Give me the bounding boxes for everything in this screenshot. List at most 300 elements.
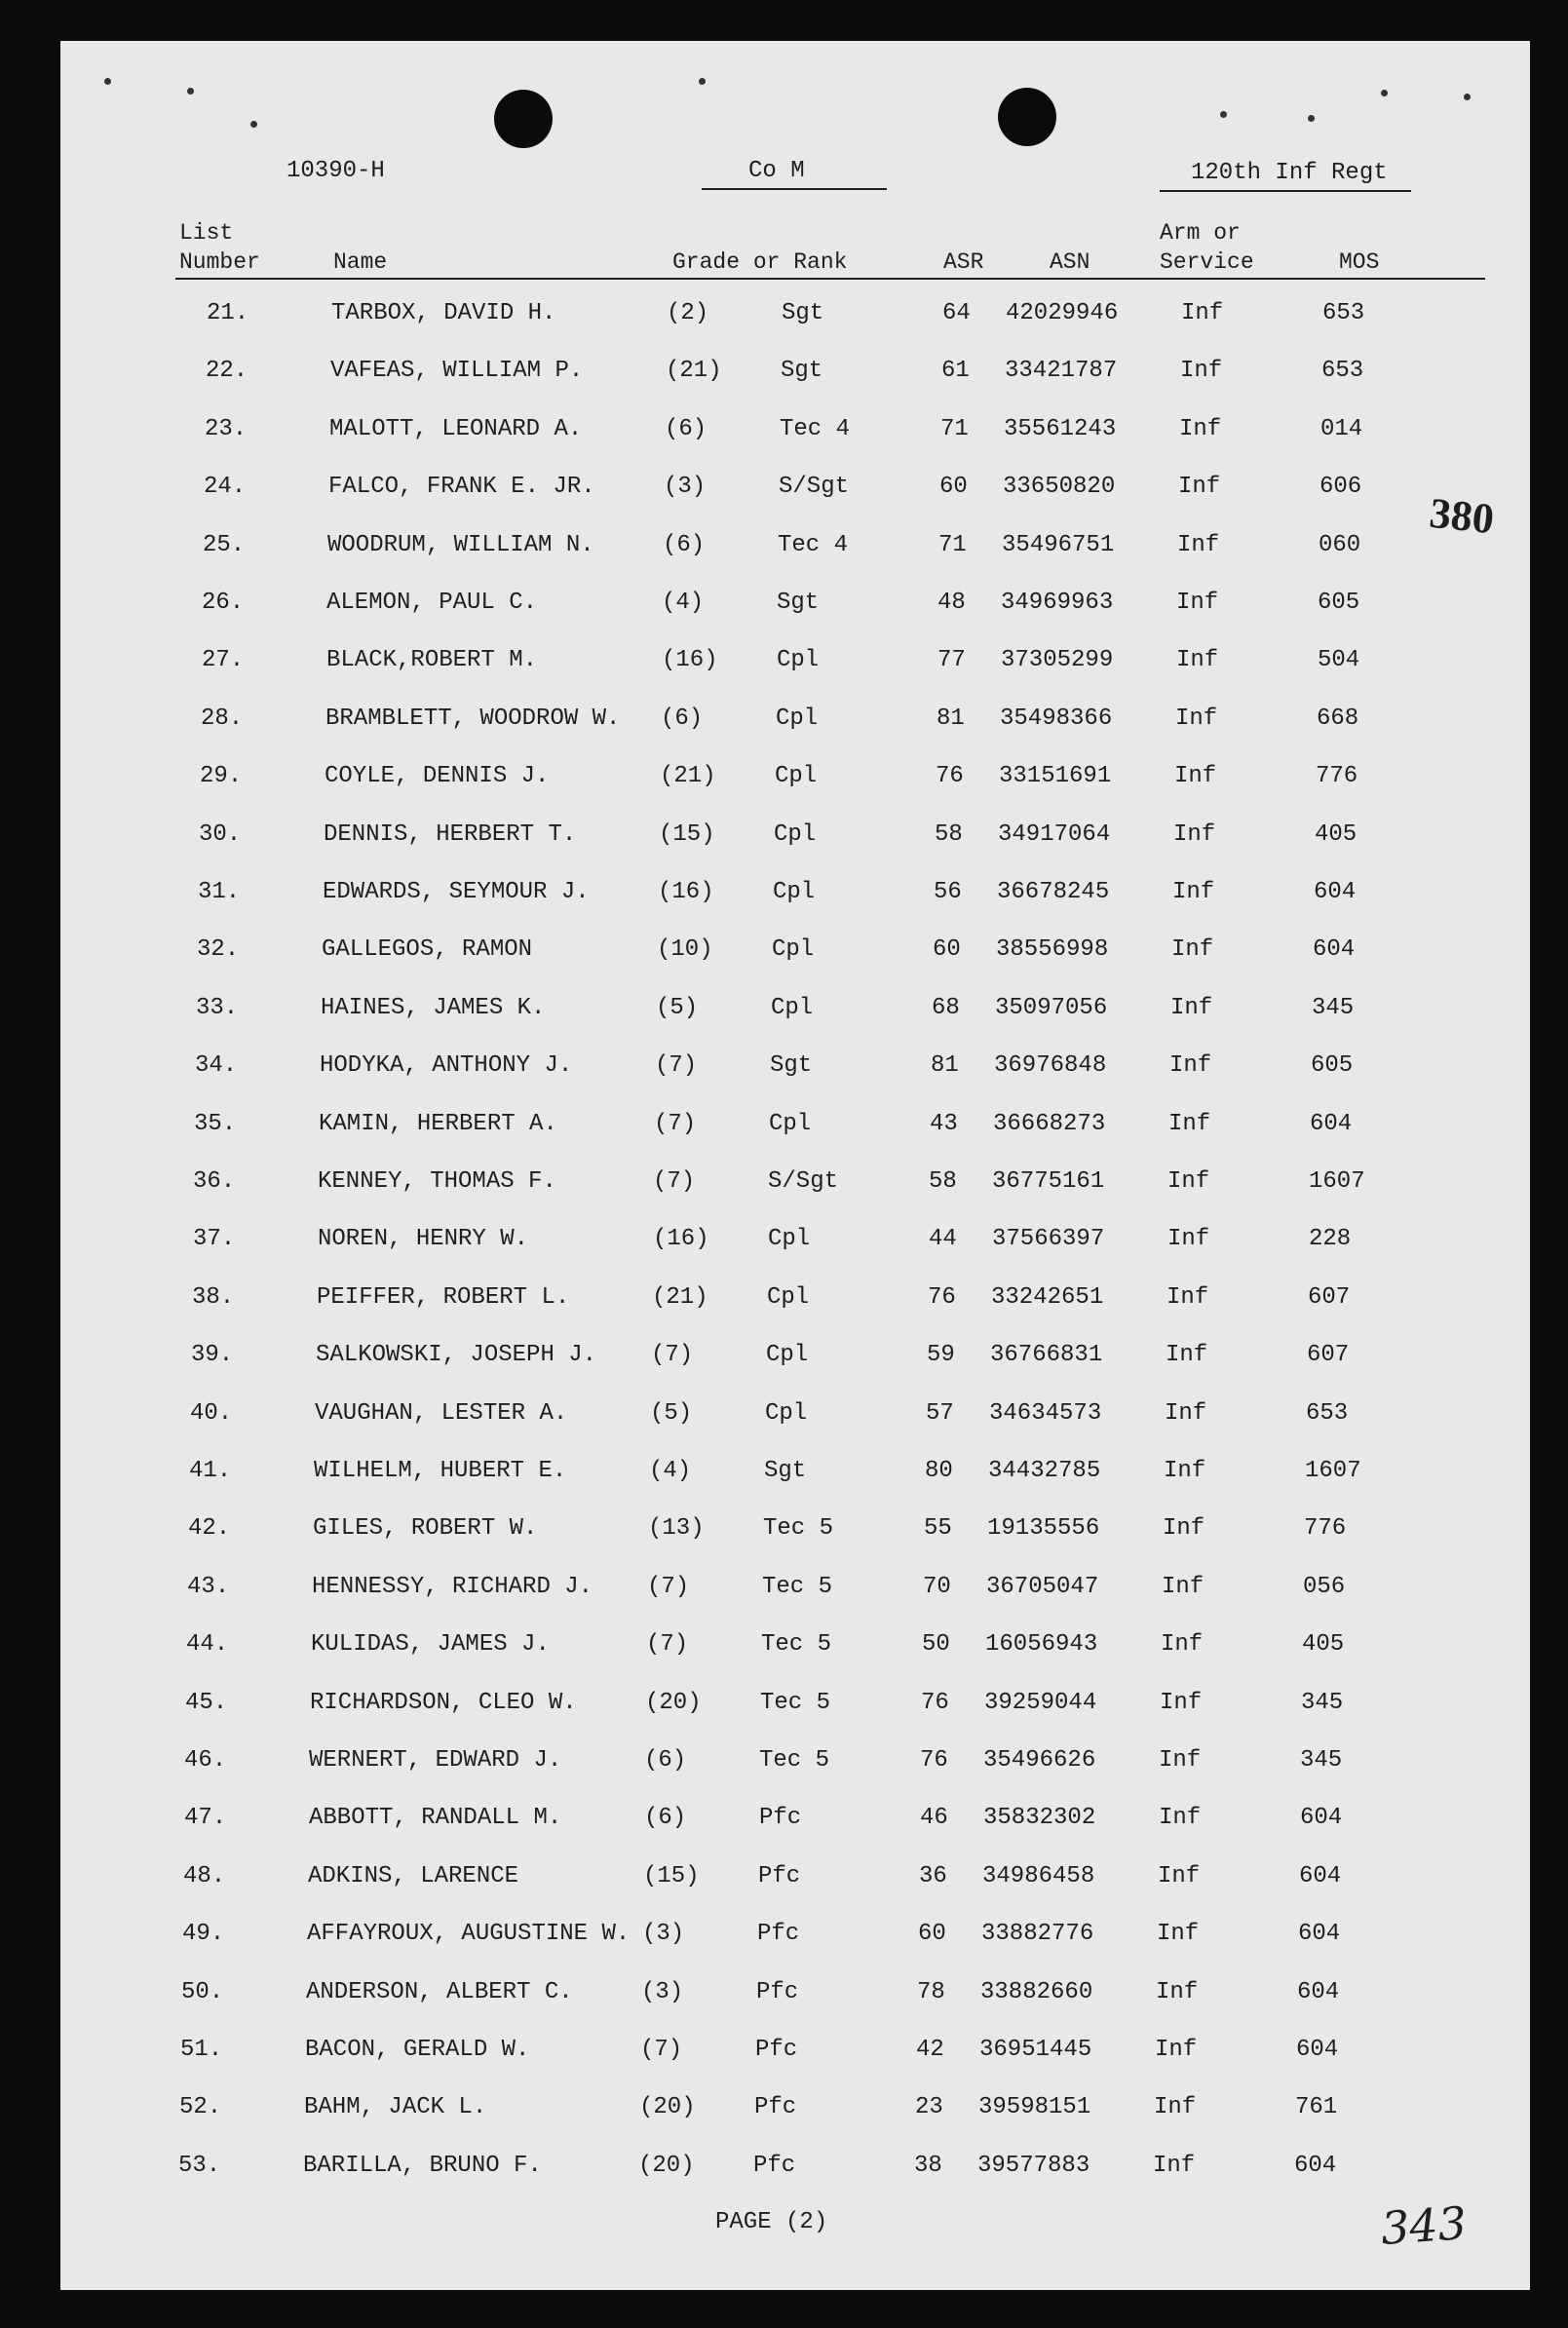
cell-arm-or-service: Inf bbox=[1171, 936, 1214, 964]
cell-asr: 58 bbox=[929, 1168, 957, 1195]
cell-list-number: 21. bbox=[207, 300, 249, 326]
cell-list-number: 35. bbox=[194, 1110, 237, 1137]
cell-name: BRAMBLETT, WOODROW W. bbox=[325, 705, 621, 732]
cell-rank: Pfc bbox=[758, 1862, 801, 1889]
cell-rank: Cpl bbox=[777, 647, 820, 674]
cell-mos: 014 bbox=[1320, 415, 1363, 442]
table-row bbox=[60, 706, 1530, 744]
cell-grade: (6) bbox=[644, 1805, 687, 1832]
speck bbox=[250, 121, 257, 128]
cell-name: GILES, ROBERT W. bbox=[313, 1515, 538, 1543]
cell-mos: 056 bbox=[1303, 1573, 1346, 1600]
cell-grade: (21) bbox=[652, 1283, 708, 1311]
cell-mos: 604 bbox=[1298, 1921, 1341, 1948]
cell-list-number: 41. bbox=[189, 1458, 232, 1484]
cell-asn: 35498366 bbox=[1000, 705, 1113, 732]
cell-arm-or-service: Inf bbox=[1181, 300, 1224, 326]
column-header-asr: ASR bbox=[943, 249, 984, 275]
cell-asr: 55 bbox=[924, 1515, 952, 1543]
cell-grade: (3) bbox=[641, 1978, 684, 2005]
cell-mos: 345 bbox=[1301, 1689, 1344, 1716]
column-header-number: Number bbox=[179, 249, 260, 275]
cell-grade: (2) bbox=[667, 300, 709, 326]
cell-rank: S/Sgt bbox=[779, 474, 850, 501]
cell-grade: (10) bbox=[657, 936, 713, 964]
cell-grade: (4) bbox=[649, 1458, 692, 1484]
cell-arm-or-service: Inf bbox=[1160, 1689, 1203, 1716]
cell-grade: (6) bbox=[665, 415, 708, 442]
cell-mos: 345 bbox=[1312, 994, 1355, 1021]
cell-arm-or-service: Inf bbox=[1157, 1921, 1200, 1948]
cell-rank: Cpl bbox=[773, 879, 816, 905]
cell-grade: (3) bbox=[642, 1921, 685, 1948]
cell-rank: Tec 5 bbox=[760, 1689, 831, 1716]
regiment-label: 120th Inf Regt bbox=[1191, 160, 1388, 186]
cell-name: HODYKA, ANTHONY J. bbox=[320, 1052, 573, 1080]
cell-mos: 060 bbox=[1319, 531, 1361, 558]
cell-list-number: 48. bbox=[183, 1862, 226, 1889]
table-row bbox=[60, 647, 1530, 686]
cell-list-number: 26. bbox=[202, 590, 245, 616]
cell-asn: 36775161 bbox=[992, 1168, 1105, 1195]
table-row bbox=[60, 1284, 1530, 1323]
cell-asn: 35832302 bbox=[983, 1805, 1096, 1832]
cell-arm-or-service: Inf bbox=[1161, 1631, 1204, 1659]
cell-list-number: 47. bbox=[184, 1805, 227, 1832]
column-header-name: Name bbox=[333, 249, 388, 275]
cell-asn: 33882776 bbox=[981, 1921, 1094, 1948]
table-row bbox=[60, 1111, 1530, 1150]
cell-asn: 37566397 bbox=[992, 1226, 1105, 1253]
cell-mos: 653 bbox=[1322, 300, 1365, 326]
cell-rank: Tec 5 bbox=[761, 1631, 832, 1659]
cell-arm-or-service: Inf bbox=[1167, 1168, 1210, 1195]
cell-mos: 668 bbox=[1317, 705, 1359, 732]
cell-arm-or-service: Inf bbox=[1162, 1573, 1205, 1600]
cell-mos: 1607 bbox=[1309, 1168, 1365, 1195]
cell-list-number: 36. bbox=[193, 1168, 236, 1195]
cell-name: ALEMON, PAUL C. bbox=[326, 590, 538, 616]
cell-name: SALKOWSKI, JOSEPH J. bbox=[316, 1342, 597, 1369]
cell-rank: Pfc bbox=[755, 2037, 798, 2063]
table-row bbox=[60, 821, 1530, 860]
cell-mos: 606 bbox=[1319, 474, 1362, 501]
cell-mos: 405 bbox=[1315, 821, 1358, 848]
cell-grade: (13) bbox=[648, 1515, 705, 1543]
cell-mos: 604 bbox=[1294, 2152, 1337, 2179]
table-row bbox=[60, 1690, 1530, 1729]
speck bbox=[1220, 111, 1227, 118]
cell-name: KENNEY, THOMAS F. bbox=[318, 1168, 556, 1195]
cell-grade: (7) bbox=[655, 1052, 698, 1080]
cell-arm-or-service: Inf bbox=[1168, 1110, 1211, 1137]
cell-mos: 228 bbox=[1309, 1226, 1352, 1253]
column-header-service: Service bbox=[1160, 249, 1254, 275]
cell-list-number: 27. bbox=[202, 647, 245, 674]
cell-rank: Tec 5 bbox=[759, 1747, 830, 1774]
cell-name: BACON, GERALD W. bbox=[305, 2037, 530, 2063]
cell-asr: 61 bbox=[941, 358, 970, 385]
cell-rank: Tec 4 bbox=[778, 531, 849, 558]
cell-rank: Cpl bbox=[765, 1399, 808, 1427]
cell-asn: 36976848 bbox=[994, 1052, 1107, 1080]
cell-name: KULIDAS, JAMES J. bbox=[311, 1631, 550, 1659]
cell-asr: 60 bbox=[933, 936, 961, 964]
cell-rank: Pfc bbox=[757, 1921, 800, 1948]
cell-name: COYLE, DENNIS J. bbox=[325, 763, 550, 790]
cell-grade: (7) bbox=[651, 1342, 694, 1369]
cell-arm-or-service: Inf bbox=[1153, 2152, 1196, 2179]
cell-grade: (16) bbox=[653, 1226, 709, 1253]
cell-arm-or-service: Inf bbox=[1155, 2037, 1198, 2063]
cell-name: AFFAYROUX, AUGUSTINE W. bbox=[307, 1921, 631, 1948]
table-row bbox=[60, 1052, 1530, 1091]
cell-asn: 35097056 bbox=[995, 994, 1108, 1021]
cell-grade: (6) bbox=[663, 531, 706, 558]
cell-asn: 39259044 bbox=[984, 1689, 1097, 1716]
cell-rank: Tec 4 bbox=[780, 415, 851, 442]
cell-rank: Sgt bbox=[764, 1458, 807, 1484]
cell-arm-or-service: Inf bbox=[1167, 1226, 1210, 1253]
cell-grade: (4) bbox=[662, 590, 705, 616]
cell-list-number: 24. bbox=[204, 474, 247, 501]
cell-arm-or-service: Inf bbox=[1165, 1399, 1207, 1427]
cell-mos: 345 bbox=[1300, 1747, 1343, 1774]
table-row bbox=[60, 1458, 1530, 1497]
cell-arm-or-service: Inf bbox=[1154, 2094, 1197, 2121]
cell-asr: 59 bbox=[927, 1342, 955, 1369]
cell-asr: 43 bbox=[930, 1110, 958, 1137]
cell-name: KAMIN, HERBERT A. bbox=[319, 1110, 557, 1137]
cell-asn: 35496626 bbox=[983, 1747, 1096, 1774]
cell-asr: 36 bbox=[919, 1862, 947, 1889]
cell-asn: 37305299 bbox=[1001, 647, 1114, 674]
cell-grade: (7) bbox=[647, 1573, 690, 1600]
cell-asr: 78 bbox=[917, 1978, 945, 2005]
cell-list-number: 44. bbox=[186, 1631, 229, 1659]
table-row bbox=[60, 1168, 1530, 1207]
speck bbox=[1381, 90, 1388, 96]
table-row bbox=[60, 995, 1530, 1034]
cell-asn: 34917064 bbox=[998, 821, 1111, 848]
cell-rank: Pfc bbox=[753, 2152, 796, 2179]
cell-arm-or-service: Inf bbox=[1159, 1805, 1202, 1832]
table-row bbox=[60, 590, 1530, 629]
cell-arm-or-service: Inf bbox=[1176, 647, 1219, 674]
cell-asn: 19135556 bbox=[987, 1515, 1100, 1543]
cell-name: BLACK,ROBERT M. bbox=[326, 647, 538, 674]
table-row bbox=[60, 1631, 1530, 1670]
cell-asr: 58 bbox=[935, 821, 963, 848]
table-row bbox=[60, 532, 1530, 571]
cell-list-number: 50. bbox=[181, 1978, 224, 2005]
cell-name: HENNESSY, RICHARD J. bbox=[312, 1573, 593, 1600]
table-row bbox=[60, 474, 1530, 513]
table-row bbox=[60, 416, 1530, 455]
cell-grade: (7) bbox=[653, 1168, 696, 1195]
cell-name: VAUGHAN, LESTER A. bbox=[315, 1399, 568, 1427]
cell-name: BARILLA, BRUNO F. bbox=[303, 2152, 542, 2179]
cell-mos: 604 bbox=[1313, 936, 1356, 964]
cell-grade: (16) bbox=[658, 879, 714, 905]
cell-grade: (7) bbox=[640, 2037, 683, 2063]
cell-grade: (20) bbox=[645, 1689, 702, 1716]
cell-arm-or-service: Inf bbox=[1173, 821, 1216, 848]
cell-mos: 605 bbox=[1311, 1052, 1354, 1080]
table-row bbox=[60, 879, 1530, 918]
cell-asr: 60 bbox=[918, 1921, 946, 1948]
cell-rank: Sgt bbox=[781, 358, 823, 385]
cell-list-number: 30. bbox=[199, 821, 242, 848]
cell-name: WERNERT, EDWARD J. bbox=[309, 1747, 562, 1774]
cell-list-number: 45. bbox=[185, 1689, 228, 1716]
cell-rank: Cpl bbox=[776, 705, 819, 732]
cell-arm-or-service: Inf bbox=[1158, 1862, 1201, 1889]
cell-grade: (7) bbox=[646, 1631, 689, 1659]
handwritten-number: 343 bbox=[1379, 2196, 1469, 2255]
cell-grade: (21) bbox=[666, 358, 722, 385]
cell-asr: 44 bbox=[929, 1226, 957, 1253]
cell-list-number: 53. bbox=[178, 2152, 221, 2179]
cell-arm-or-service: Inf bbox=[1156, 1978, 1199, 2005]
punch-hole-right bbox=[998, 88, 1056, 146]
table-row bbox=[60, 1747, 1530, 1786]
cell-name: GALLEGOS, RAMON bbox=[322, 936, 533, 964]
cell-arm-or-service: Inf bbox=[1177, 531, 1220, 558]
column-header-list-number bbox=[179, 218, 260, 277]
table-row bbox=[60, 2153, 1530, 2192]
speck bbox=[1464, 94, 1471, 100]
cell-asn: 33421787 bbox=[1005, 358, 1118, 385]
cell-asn: 36705047 bbox=[986, 1573, 1099, 1600]
cell-asn: 42029946 bbox=[1006, 300, 1119, 326]
cell-asn: 16056943 bbox=[985, 1631, 1098, 1659]
column-header-grade-or-rank: Grade or Rank bbox=[672, 249, 848, 275]
cell-name: ANDERSON, ALBERT C. bbox=[306, 1978, 573, 2005]
cell-arm-or-service: Inf bbox=[1172, 879, 1215, 905]
cell-list-number: 33. bbox=[196, 994, 239, 1021]
cell-grade: (15) bbox=[643, 1862, 700, 1889]
cell-arm-or-service: Inf bbox=[1170, 994, 1213, 1021]
cell-list-number: 40. bbox=[190, 1399, 233, 1427]
cell-mos: 604 bbox=[1310, 1110, 1353, 1137]
cell-grade: (6) bbox=[644, 1747, 687, 1774]
speck bbox=[104, 78, 111, 85]
table-row bbox=[60, 2037, 1530, 2076]
cell-rank: Cpl bbox=[768, 1226, 811, 1253]
cell-asr: 57 bbox=[926, 1399, 954, 1427]
cell-list-number: 42. bbox=[188, 1515, 231, 1543]
cell-asn: 33151691 bbox=[999, 763, 1112, 790]
cell-mos: 604 bbox=[1296, 2037, 1339, 2063]
cell-arm-or-service: Inf bbox=[1163, 1515, 1205, 1543]
cell-asn: 36951445 bbox=[979, 2037, 1092, 2063]
cell-rank: Sgt bbox=[777, 590, 820, 616]
cell-list-number: 32. bbox=[197, 936, 240, 964]
cell-list-number: 28. bbox=[201, 705, 244, 732]
column-header-arm: Arm or bbox=[1160, 220, 1241, 246]
table-row bbox=[60, 1400, 1530, 1439]
cell-arm-or-service: Inf bbox=[1180, 358, 1223, 385]
cell-name: MALOTT, LEONARD A. bbox=[329, 415, 583, 442]
page-footer: PAGE (2) bbox=[715, 2209, 828, 2235]
cell-asn: 33242651 bbox=[991, 1283, 1104, 1311]
cell-rank: Pfc bbox=[754, 2094, 797, 2121]
cell-list-number: 29. bbox=[200, 763, 243, 790]
header-underline bbox=[175, 278, 1485, 280]
cell-asr: 64 bbox=[942, 300, 971, 326]
cell-asn: 36678245 bbox=[997, 879, 1110, 905]
cell-name: FALCO, FRANK E. JR. bbox=[328, 474, 595, 501]
cell-list-number: 39. bbox=[191, 1342, 234, 1369]
cell-name: DENNIS, HERBERT T. bbox=[324, 821, 577, 848]
cell-arm-or-service: Inf bbox=[1164, 1458, 1206, 1484]
cell-rank: Sgt bbox=[782, 300, 824, 326]
cell-asr: 76 bbox=[936, 763, 964, 790]
cell-asr: 70 bbox=[923, 1573, 951, 1600]
stamped-page-number: 380 bbox=[1427, 488, 1497, 544]
cell-asr: 76 bbox=[928, 1283, 956, 1311]
cell-asn: 36766831 bbox=[990, 1342, 1103, 1369]
cell-grade: (21) bbox=[660, 763, 716, 790]
cell-list-number: 46. bbox=[184, 1747, 227, 1774]
table-row bbox=[60, 1805, 1530, 1844]
cell-asn: 39577883 bbox=[977, 2152, 1090, 2179]
cell-arm-or-service: Inf bbox=[1178, 474, 1221, 501]
cell-asn: 38556998 bbox=[996, 936, 1109, 964]
cell-mos: 776 bbox=[1304, 1515, 1347, 1543]
cell-grade: (20) bbox=[639, 2094, 696, 2121]
cell-name: NOREN, HENRY W. bbox=[318, 1226, 529, 1253]
cell-asr: 76 bbox=[921, 1689, 949, 1716]
cell-name: WOODRUM, WILLIAM N. bbox=[327, 531, 594, 558]
column-header-list: List bbox=[179, 220, 234, 246]
cell-mos: 653 bbox=[1321, 358, 1364, 385]
regiment-underline bbox=[1160, 190, 1411, 192]
cell-list-number: 38. bbox=[192, 1283, 235, 1311]
table-row bbox=[60, 300, 1530, 339]
cell-grade: (7) bbox=[654, 1110, 697, 1137]
cell-list-number: 37. bbox=[193, 1226, 236, 1253]
cell-arm-or-service: Inf bbox=[1179, 415, 1222, 442]
cell-asr: 38 bbox=[914, 2152, 942, 2179]
cell-rank: Tec 5 bbox=[763, 1515, 834, 1543]
cell-name: TARBOX, DAVID H. bbox=[331, 300, 556, 326]
cell-asn: 39598151 bbox=[978, 2094, 1091, 2121]
cell-asr: 50 bbox=[922, 1631, 950, 1659]
speck bbox=[187, 88, 194, 95]
cell-list-number: 43. bbox=[187, 1573, 230, 1600]
cell-name: ADKINS, LARENCE bbox=[308, 1862, 519, 1889]
cell-rank: Cpl bbox=[774, 821, 817, 848]
cell-asr: 81 bbox=[931, 1052, 959, 1080]
cell-rank: Cpl bbox=[769, 1110, 812, 1137]
table-row bbox=[60, 1342, 1530, 1381]
cell-asr: 23 bbox=[915, 2094, 943, 2121]
cell-list-number: 51. bbox=[180, 2037, 223, 2063]
cell-name: RICHARDSON, CLEO W. bbox=[310, 1689, 577, 1716]
cell-grade: (16) bbox=[662, 647, 718, 674]
cell-mos: 604 bbox=[1299, 1862, 1342, 1889]
column-header-mos: MOS bbox=[1339, 249, 1380, 275]
cell-list-number: 34. bbox=[195, 1052, 238, 1080]
cell-list-number: 31. bbox=[198, 879, 241, 905]
cell-mos: 604 bbox=[1297, 1978, 1340, 2005]
cell-grade: (3) bbox=[664, 474, 707, 501]
cell-asn: 35561243 bbox=[1004, 415, 1117, 442]
cell-asn: 35496751 bbox=[1002, 531, 1115, 558]
cell-asr: 71 bbox=[938, 531, 967, 558]
cell-arm-or-service: Inf bbox=[1166, 1283, 1209, 1311]
cell-rank: Sgt bbox=[770, 1052, 813, 1080]
cell-list-number: 22. bbox=[206, 358, 249, 385]
table-row bbox=[60, 358, 1530, 397]
cell-list-number: 25. bbox=[203, 531, 246, 558]
cell-grade: (5) bbox=[656, 994, 699, 1021]
table-row bbox=[60, 1226, 1530, 1265]
cell-asn: 34432785 bbox=[988, 1458, 1101, 1484]
cell-asr: 46 bbox=[920, 1805, 948, 1832]
cell-arm-or-service: Inf bbox=[1169, 1052, 1212, 1080]
cell-list-number: 23. bbox=[205, 415, 248, 442]
cell-asn: 34969963 bbox=[1001, 590, 1114, 616]
cell-grade: (5) bbox=[650, 1399, 693, 1427]
cell-name: PEIFFER, ROBERT L. bbox=[317, 1283, 570, 1311]
cell-asr: 77 bbox=[937, 647, 966, 674]
cell-asr: 56 bbox=[934, 879, 962, 905]
cell-arm-or-service: Inf bbox=[1159, 1747, 1202, 1774]
cell-arm-or-service: Inf bbox=[1175, 705, 1218, 732]
cell-rank: Cpl bbox=[772, 936, 815, 964]
cell-mos: 1607 bbox=[1305, 1458, 1361, 1484]
cell-grade: (6) bbox=[661, 705, 704, 732]
cell-asr: 80 bbox=[925, 1458, 953, 1484]
cell-rank: Pfc bbox=[756, 1978, 799, 2005]
table-row bbox=[60, 2094, 1530, 2133]
cell-mos: 776 bbox=[1316, 763, 1358, 790]
cell-asr: 60 bbox=[939, 474, 968, 501]
cell-name: ABBOTT, RANDALL M. bbox=[309, 1805, 562, 1832]
cell-mos: 504 bbox=[1318, 647, 1360, 674]
cell-name: HAINES, JAMES K. bbox=[321, 994, 546, 1021]
cell-rank: S/Sgt bbox=[768, 1168, 839, 1195]
company-label: Co M bbox=[748, 158, 805, 184]
cell-arm-or-service: Inf bbox=[1176, 590, 1219, 616]
cell-mos: 653 bbox=[1306, 1399, 1349, 1427]
cell-asr: 71 bbox=[940, 415, 969, 442]
cell-asr: 42 bbox=[916, 2037, 944, 2063]
cell-mos: 607 bbox=[1308, 1283, 1351, 1311]
document-id: 10390-H bbox=[287, 158, 385, 184]
table-row bbox=[60, 763, 1530, 802]
cell-rank: Cpl bbox=[775, 763, 818, 790]
document-sheet bbox=[60, 41, 1530, 2290]
column-header-asn: ASN bbox=[1050, 249, 1090, 275]
speck bbox=[1308, 115, 1315, 122]
table-row bbox=[60, 1574, 1530, 1613]
cell-name: VAFEAS, WILLIAM P. bbox=[330, 358, 584, 385]
table-row bbox=[60, 1863, 1530, 1902]
speck bbox=[699, 78, 706, 85]
cell-rank: Cpl bbox=[767, 1283, 810, 1311]
cell-mos: 604 bbox=[1300, 1805, 1343, 1832]
cell-rank: Cpl bbox=[766, 1342, 809, 1369]
table-row bbox=[60, 936, 1530, 975]
cell-mos: 605 bbox=[1318, 590, 1360, 616]
cell-name: EDWARDS, SEYMOUR J. bbox=[323, 879, 590, 905]
cell-asn: 36668273 bbox=[993, 1110, 1106, 1137]
cell-name: WILHELM, HUBERT E. bbox=[314, 1458, 567, 1484]
